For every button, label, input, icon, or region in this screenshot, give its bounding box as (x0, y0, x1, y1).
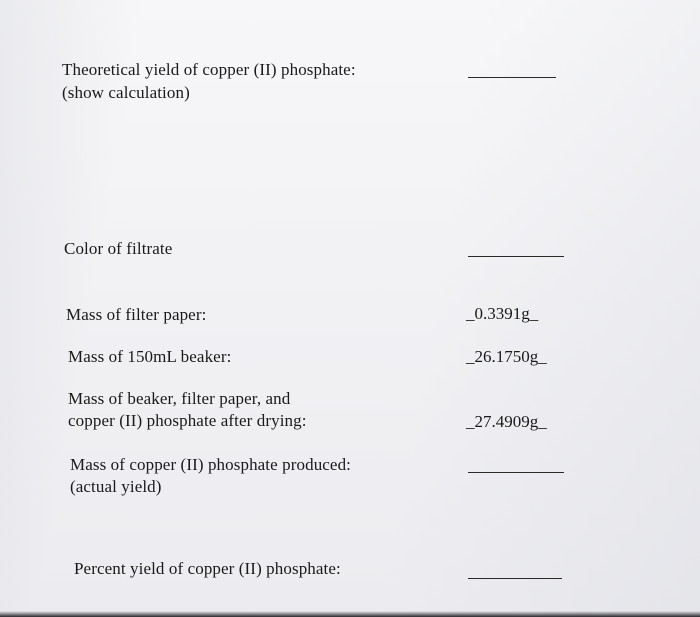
mass-after-drying-value[interactable]: _27.4909g_ (466, 412, 547, 431)
mass-filter-paper-label: Mass of filter paper: (66, 305, 207, 324)
actual-yield-label: Mass of copper (II) phosphate produced: (70, 455, 352, 474)
actual-yield-answer-line[interactable] (468, 472, 564, 473)
mass-beaker-value[interactable]: _26.1750g_ (466, 347, 547, 366)
color-of-filtrate-label: Color of filtrate (64, 239, 173, 258)
percent-yield-answer-line[interactable] (468, 578, 562, 579)
mass-after-drying-label-line2: copper (II) phosphate after drying: (68, 411, 307, 430)
percent-yield-label: Percent yield of copper (II) phosphate: (74, 559, 341, 578)
theoretical-yield-answer-line[interactable] (468, 77, 556, 78)
mass-after-drying-label: Mass of beaker, filter paper, and (68, 389, 291, 408)
theoretical-yield-label: Theoretical yield of copper (II) phosphate: (62, 60, 356, 79)
color-of-filtrate-answer-line[interactable] (468, 256, 564, 257)
mass-beaker-label: Mass of 150mL beaker: (68, 347, 232, 366)
page-bottom-edge (0, 611, 700, 617)
theoretical-yield-sublabel: (show calculation) (62, 83, 190, 102)
mass-filter-paper-value[interactable]: _0.3391g_ (466, 304, 539, 323)
actual-yield-sublabel: (actual yield) (70, 477, 162, 496)
